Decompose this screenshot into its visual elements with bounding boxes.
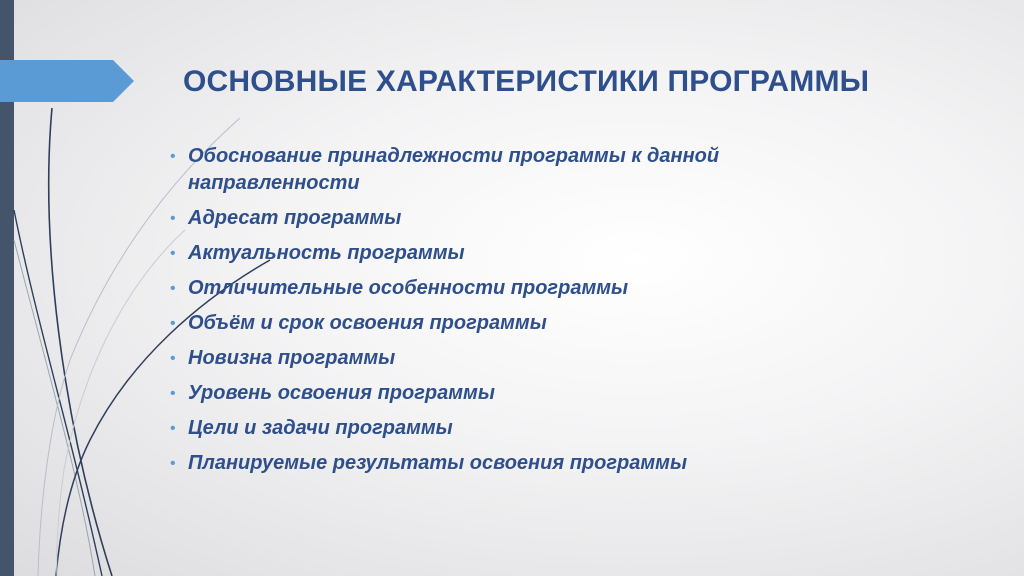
bullet-text: Уровень освоения программы xyxy=(188,382,495,404)
bullet-item xyxy=(168,310,868,337)
bullet-item xyxy=(168,380,868,407)
bullet-item xyxy=(168,415,868,442)
bullet-text: Объём и срок освоения программы xyxy=(188,312,547,334)
bullet-text: Адресат программы xyxy=(188,207,402,229)
bullet-marker: • xyxy=(170,420,176,437)
bullet-marker: • xyxy=(170,350,176,367)
bullet-text: Обоснование принадлежности программы к данной направленности xyxy=(188,145,720,194)
bullet-marker: • xyxy=(170,315,176,332)
bullet-list xyxy=(168,143,868,485)
bullet-text: Цели и задачи программы xyxy=(188,417,453,439)
slide-title: ОСНОВНЫЕ ХАРАКТЕРИСТИКИ ПРОГРАММЫ xyxy=(183,65,870,98)
bullet-item xyxy=(168,143,868,197)
bullet-item xyxy=(168,275,868,302)
bullet-text: Планируемые результаты освоения программы xyxy=(188,452,688,474)
bullet-text: Отличительные особенности программы xyxy=(188,277,629,299)
title-arrow-shape xyxy=(0,60,134,102)
bullet-marker: • xyxy=(170,210,176,227)
bullet-marker: • xyxy=(170,280,176,297)
decorative-curve xyxy=(49,108,112,576)
bullet-marker: • xyxy=(170,385,176,402)
decorative-curve xyxy=(57,230,185,576)
bullet-item xyxy=(168,345,868,372)
bullet-text: Актуальность программы xyxy=(188,242,465,264)
bullet-marker: • xyxy=(170,148,176,165)
bullet-marker: • xyxy=(170,245,176,262)
bullet-item xyxy=(168,205,868,232)
bullet-item xyxy=(168,450,868,477)
bullet-marker: • xyxy=(170,455,176,472)
bullet-item xyxy=(168,240,868,267)
bullet-text: Новизна программы xyxy=(188,347,396,369)
